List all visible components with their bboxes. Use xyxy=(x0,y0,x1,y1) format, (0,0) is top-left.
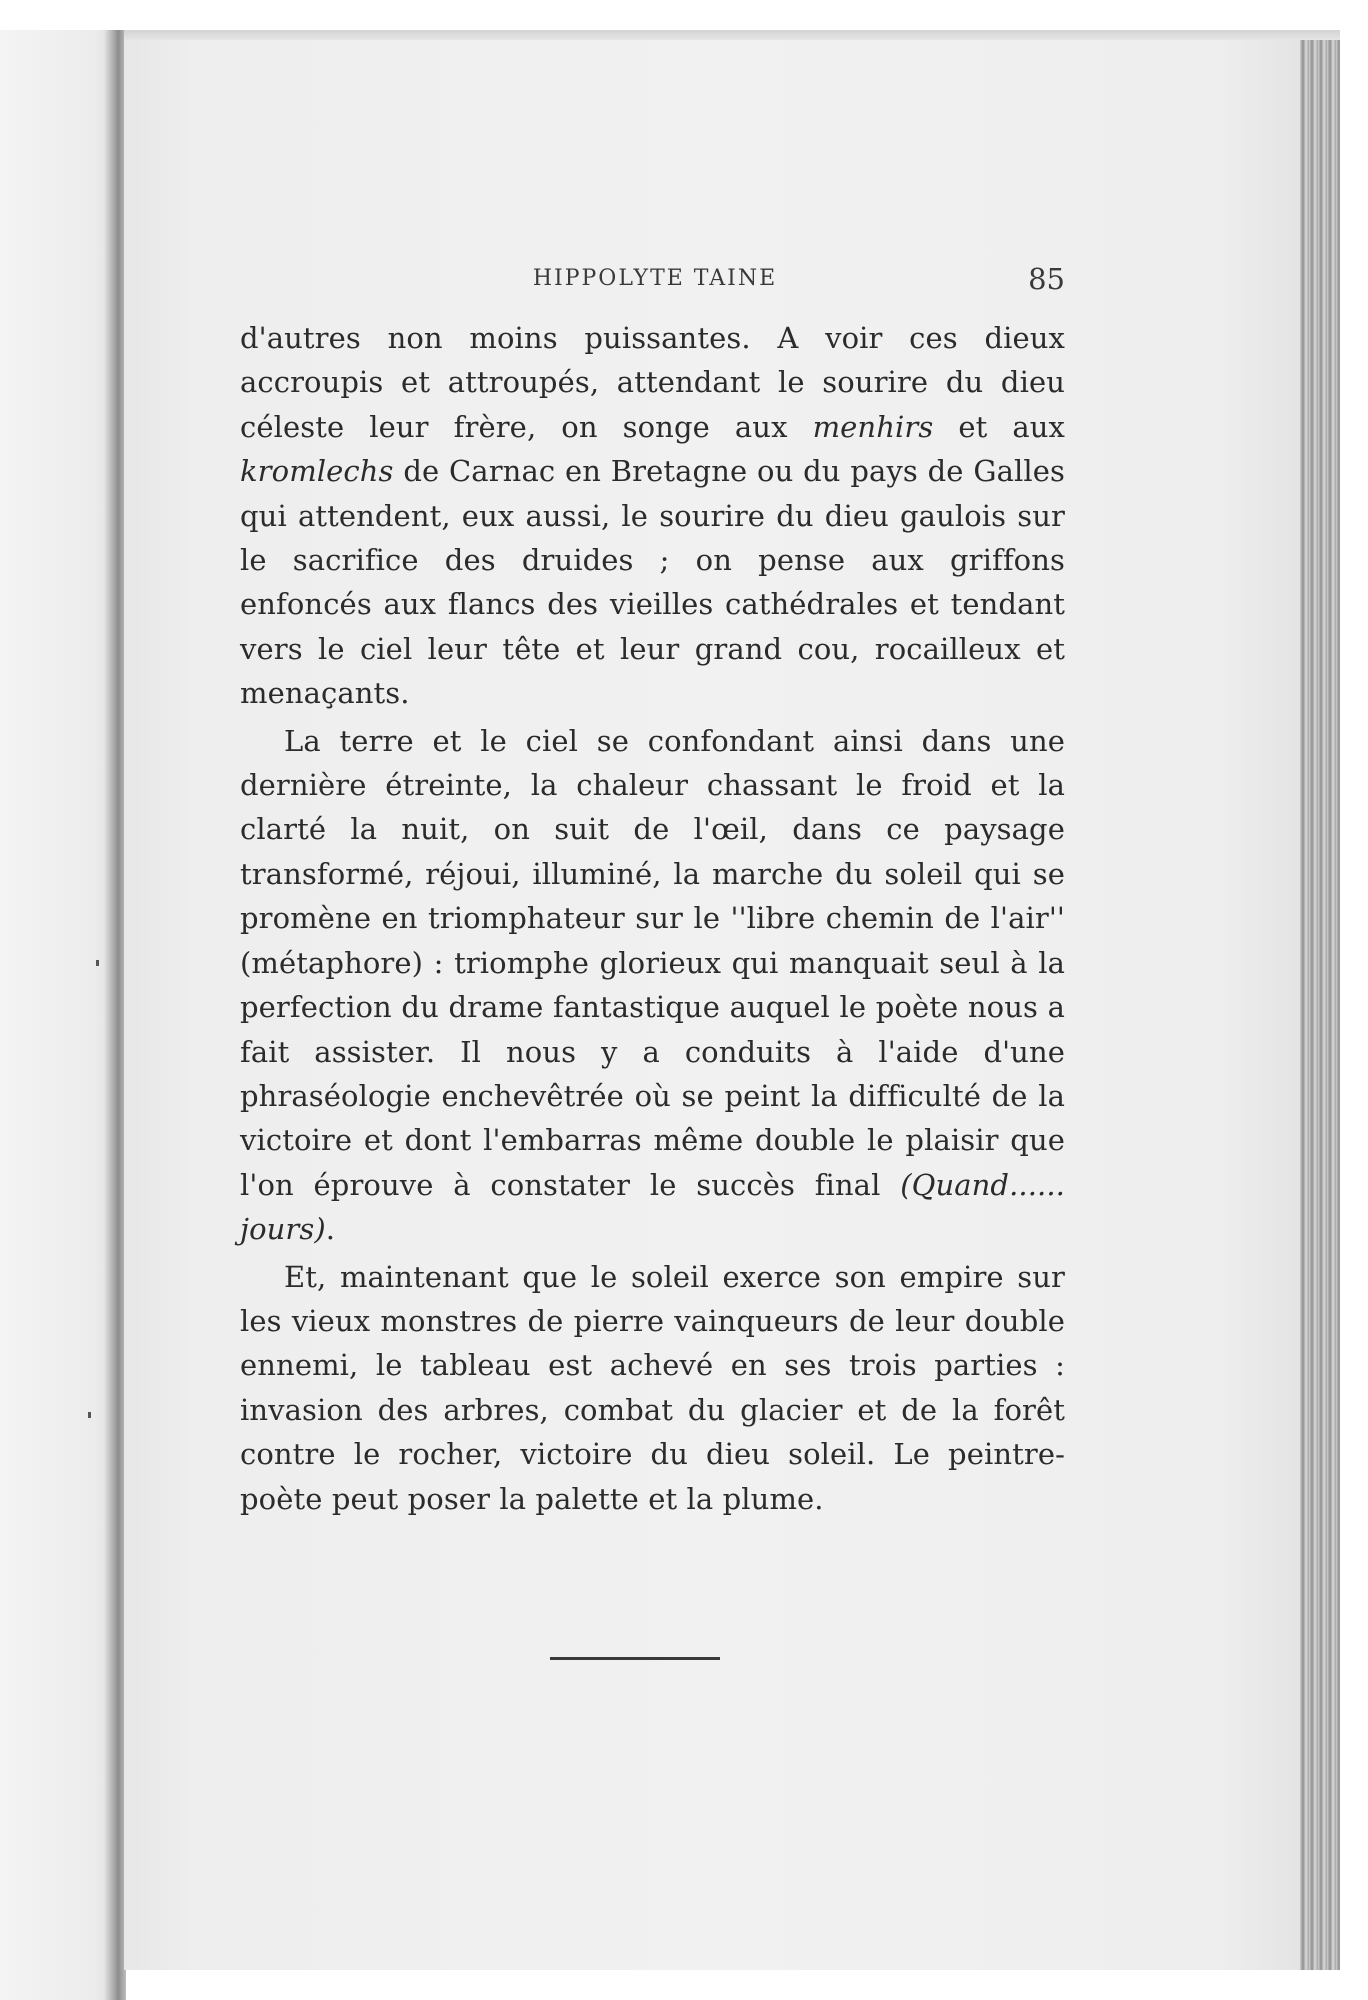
text-run: d'autres non moins puissantes. A voir ces dieux accroupis et attroupés, attendant le sourire du dieu céleste leur frère, on songe aux xyxy=(240,321,1065,444)
paragraph xyxy=(240,1255,1065,1521)
page-header xyxy=(245,262,1065,302)
text-run: . xyxy=(325,1212,336,1247)
paragraph xyxy=(240,316,1065,716)
italic-text: kromlechs xyxy=(240,454,394,489)
text-run: et aux xyxy=(933,409,1065,444)
edge-mark xyxy=(88,1412,91,1418)
body-text xyxy=(240,316,1065,1521)
text-run: Et, maintenant que le soleil exerce son empire sur les vieux monstres de pierre vainqueurs de leur double ennemi, le tableau est achevé en ses trois parties : invasion des arbres, combat du glacier et de la forêt contre le rocher, victoire du dieu soleil. Le peintre-poète peut poser la palette et la plume. xyxy=(240,1259,1065,1516)
page-fore-edge xyxy=(1300,40,1340,1970)
book-gutter xyxy=(104,30,126,2000)
facing-page-edge xyxy=(0,30,118,2000)
text-run: La terre et le ciel se confondant ainsi dans une dernière étreinte, la chaleur chassant le froid et la clarté la nuit, on suit de l'œil, dans ce paysage transformé, réjoui, illuminé, la marche du soleil qui se promène en triomphateur sur le ''libre chemin de l'air'' (métaphore) : triomphe glorieux qui manquait seul à la perfection du drame fantastique auquel le poète nous a fait assister. Il nous y a conduits à l'aide d'une phraséologie enchevêtrée où se peint la difficulté de la victoire et dont l'embarras même double le plaisir que l'on éprouve à constater le succès final xyxy=(240,723,1065,1202)
page-number: 85 xyxy=(1028,262,1065,296)
italic-text: menhirs xyxy=(812,409,934,444)
section-end-rule xyxy=(550,1657,720,1660)
running-head: HIPPOLYTE TAINE xyxy=(532,266,778,291)
italic-text: (Quand...... jours) xyxy=(240,1167,1065,1247)
edge-mark xyxy=(96,960,99,966)
text-run: de Carnac en Bretagne ou du pays de Galles qui attendent, eux aussi, le sourire du dieu gaulois sur le sacrifice des druides ; on pense aux griffons enfoncés aux flancs des vieilles cathédrales et tendant vers le ciel leur tête et leur grand cou, rocailleux et menaçants. xyxy=(240,454,1065,711)
paragraph xyxy=(240,719,1065,1252)
